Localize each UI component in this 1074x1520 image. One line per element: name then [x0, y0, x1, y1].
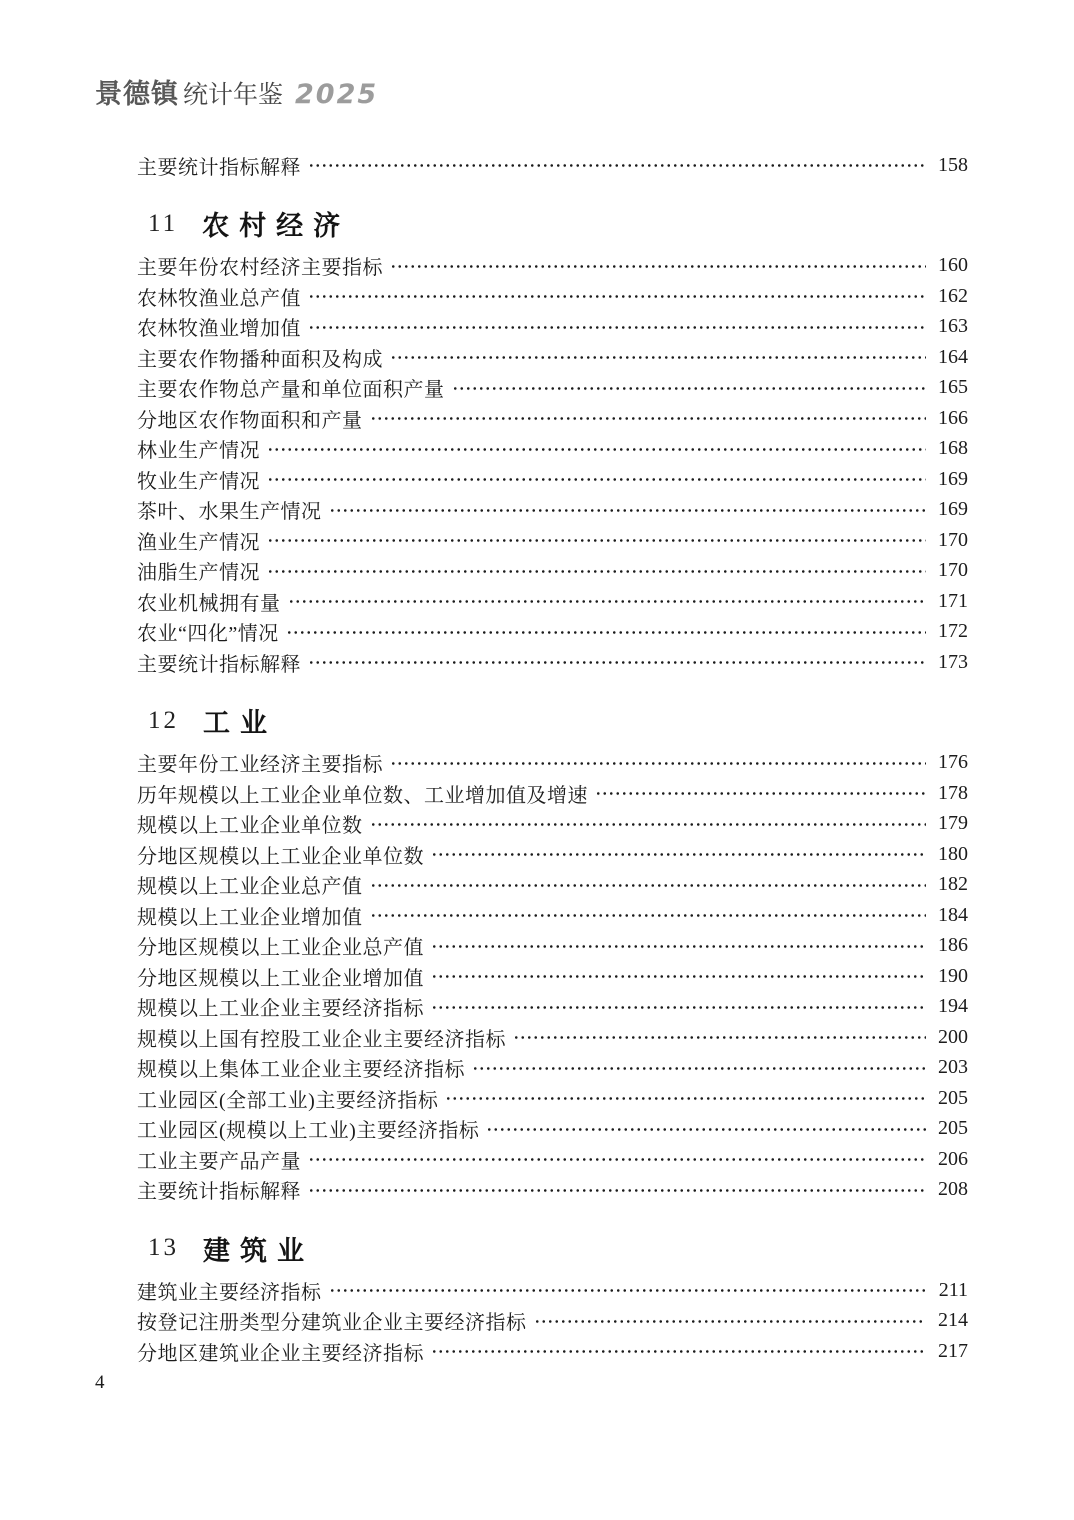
dotted-leader: [445, 1083, 926, 1114]
toc-entry-page: 178: [938, 781, 968, 804]
toc-entry-page: 205: [938, 1117, 968, 1140]
toc-entry-page: 165: [938, 376, 968, 399]
dotted-leader: [267, 464, 926, 495]
toc-entry-page: 160: [938, 254, 968, 277]
dotted-leader: [308, 1144, 926, 1175]
dotted-leader: [390, 342, 926, 373]
toc-entry-page: 168: [938, 437, 968, 460]
toc-entry: [137, 1114, 968, 1145]
dotted-leader: [370, 403, 927, 434]
toc-entry-label: 分地区规模以上工业企业单位数: [137, 845, 424, 868]
dotted-leader: [288, 586, 927, 617]
toc-entry: [137, 403, 968, 434]
toc-entry-label: 渔业生产情况: [137, 531, 260, 554]
toc-entry-label: 工业园区(规模以上工业)主要经济指标: [137, 1120, 480, 1143]
toc-entry: [137, 1144, 968, 1175]
toc-entry: [137, 1022, 968, 1053]
dotted-leader: [452, 373, 927, 404]
toc-entry-label: 农林牧渔业增加值: [137, 318, 301, 341]
toc-entry-label: 规模以上国有控股工业企业主要经济指标: [137, 1028, 506, 1051]
toc-entry: [137, 1053, 968, 1084]
toc-entry-label: 农林牧渔业总产值: [137, 287, 301, 310]
section-number: 12: [148, 706, 179, 734]
toc-entry-label: 分地区规模以上工业企业增加值: [137, 967, 424, 990]
toc-entry-label: 主要农作物总产量和单位面积产量: [137, 379, 445, 402]
toc-entry: [137, 281, 968, 312]
toc-entry-label: 分地区建筑业企业主要经济指标: [137, 1342, 424, 1365]
dotted-leader: [486, 1114, 926, 1145]
toc-entry-page: 169: [938, 498, 968, 521]
toc-entry-label: 工业主要产品产量: [137, 1150, 301, 1173]
dotted-leader: [370, 809, 927, 840]
toc-entry-page: 162: [938, 284, 968, 307]
dotted-leader: [370, 870, 927, 901]
dotted-leader: [329, 1275, 927, 1306]
toc-entry-label: 主要统计指标解释: [137, 156, 301, 179]
toc-entry-page: 211: [938, 1278, 968, 1301]
toc-entry-page: 163: [938, 315, 968, 338]
toc-entry: [137, 961, 968, 992]
toc-entry: [137, 150, 968, 181]
dotted-leader: [595, 778, 926, 809]
toc-entry-label: 分地区农作物面积和产量: [137, 409, 363, 432]
dotted-leader: [308, 150, 926, 181]
toc-entry-page: 200: [938, 1025, 968, 1048]
toc-entry: [137, 1175, 968, 1206]
dotted-leader: [390, 748, 926, 779]
toc-entry: [137, 992, 968, 1023]
toc-entry-page: 158: [938, 153, 968, 176]
toc-entry: [137, 1336, 968, 1367]
dotted-leader: [431, 992, 926, 1023]
toc-entry-label: 规模以上集体工业企业主要经济指标: [137, 1059, 465, 1082]
toc-entry-label: 规模以上工业企业主要经济指标: [137, 998, 424, 1021]
dotted-leader: [308, 1175, 926, 1206]
toc-entry-label: 茶叶、水果生产情况: [137, 501, 322, 524]
toc-entry-page: 208: [938, 1178, 968, 1201]
section-title: 建筑业: [203, 1235, 314, 1266]
section-title: 工业: [203, 708, 277, 738]
toc-entry-label: 工业园区(全部工业)主要经济指标: [137, 1089, 439, 1112]
dotted-leader: [267, 556, 926, 587]
toc-entry-page: 182: [938, 873, 968, 896]
toc-entry: [137, 647, 968, 678]
toc-entry-page: 166: [938, 406, 968, 429]
toc-entry-page: 171: [938, 589, 968, 612]
dotted-leader: [370, 900, 927, 931]
toc-entry-page: 170: [938, 528, 968, 551]
toc-entry-label: 规模以上工业企业总产值: [137, 876, 363, 899]
toc-entry: [137, 495, 968, 526]
toc-entry: [137, 900, 968, 931]
toc-entry-label: 农业“四化”情况: [137, 623, 279, 646]
toc-entry: [137, 1083, 968, 1114]
toc-entry: [137, 1306, 968, 1337]
toc-entry: [137, 586, 968, 617]
toc-entry-label: 分地区规模以上工业企业总产值: [137, 937, 424, 960]
section-heading: [137, 1227, 968, 1269]
toc-entry: [137, 434, 968, 465]
yearbook-brand: [95, 72, 378, 111]
toc-entry-page: 184: [938, 903, 968, 926]
toc-entry-label: 主要统计指标解释: [137, 653, 301, 676]
toc-entry: [137, 778, 968, 809]
toc-entry: [137, 312, 968, 343]
toc-entry-label: 规模以上工业企业增加值: [137, 906, 363, 929]
toc-entry-page: 173: [938, 650, 968, 673]
brand-year: 2025: [295, 79, 379, 110]
toc-entry: [137, 839, 968, 870]
dotted-leader: [329, 495, 927, 526]
toc-entry-label: 建筑业主要经济指标: [137, 1281, 322, 1304]
toc-entry-page: 217: [938, 1339, 968, 1362]
dotted-leader: [534, 1306, 927, 1337]
toc-entry-page: 190: [938, 964, 968, 987]
section-number: 13: [148, 1234, 179, 1261]
dotted-leader: [431, 839, 926, 870]
section-number: 11: [148, 209, 179, 237]
toc-entry: [137, 251, 968, 282]
toc-entry: [137, 617, 968, 648]
toc-entry-label: 农业机械拥有量: [137, 592, 281, 615]
toc-entry-label: 主要年份工业经济主要指标: [137, 754, 383, 777]
toc-entry-page: 176: [938, 751, 968, 774]
toc-entry-label: 主要统计指标解释: [137, 1181, 301, 1204]
toc-entry-page: 180: [938, 842, 968, 865]
toc-entry: [137, 342, 968, 373]
dotted-leader: [431, 961, 926, 992]
toc: [137, 150, 968, 1367]
dotted-leader: [308, 281, 926, 312]
dotted-leader: [390, 251, 926, 282]
toc-entry: [137, 870, 968, 901]
toc-entry-label: 按登记注册类型分建筑业企业主要经济指标: [137, 1312, 527, 1335]
toc-entry-page: 205: [938, 1086, 968, 1109]
dotted-leader: [286, 617, 926, 648]
section-heading: [137, 700, 968, 742]
toc-entry-label: 牧业生产情况: [137, 470, 260, 493]
toc-entry-label: 规模以上工业企业单位数: [137, 815, 363, 838]
toc-entry-page: 170: [938, 559, 968, 582]
dotted-leader: [472, 1053, 926, 1084]
toc-entry: [137, 464, 968, 495]
toc-entry-page: 172: [938, 620, 968, 643]
toc-entry-page: 206: [938, 1147, 968, 1170]
toc-entry: [137, 809, 968, 840]
toc-entry-page: 169: [938, 467, 968, 490]
dotted-leader: [308, 647, 926, 678]
toc-entry: [137, 556, 968, 587]
dotted-leader: [267, 434, 926, 465]
section-title: 农村经济: [202, 211, 351, 241]
toc-entry-page: 203: [938, 1056, 968, 1079]
page-number: 4: [95, 1372, 105, 1393]
dotted-leader: [308, 312, 926, 343]
dotted-leader: [513, 1022, 926, 1053]
toc-entry-label: 林业生产情况: [137, 440, 260, 463]
toc-entry-page: 179: [938, 812, 968, 835]
dotted-leader: [431, 931, 926, 962]
toc-entry-page: 164: [938, 345, 968, 368]
toc-entry: [137, 931, 968, 962]
section-heading: [137, 203, 968, 245]
toc-entry-label: 历年规模以上工业企业单位数、工业增加值及增速: [137, 784, 588, 807]
toc-entry-label: 主要农作物播种面积及构成: [137, 348, 383, 371]
toc-entry-page: 186: [938, 934, 968, 957]
toc-entry: [137, 748, 968, 779]
toc-entry-label: 油脂生产情况: [137, 562, 260, 585]
toc-entry-label: 主要年份农村经济主要指标: [137, 257, 383, 280]
toc-entry: [137, 525, 968, 556]
dotted-leader: [431, 1336, 926, 1367]
toc-entry: [137, 1275, 968, 1306]
brand-yearbook-label: 统计年鉴: [183, 81, 284, 109]
toc-entry-page: 214: [938, 1309, 968, 1332]
brand-city-name: 景德镇: [95, 79, 179, 109]
toc-entry-page: 194: [938, 995, 968, 1018]
toc-entry: [137, 373, 968, 404]
dotted-leader: [267, 525, 926, 556]
